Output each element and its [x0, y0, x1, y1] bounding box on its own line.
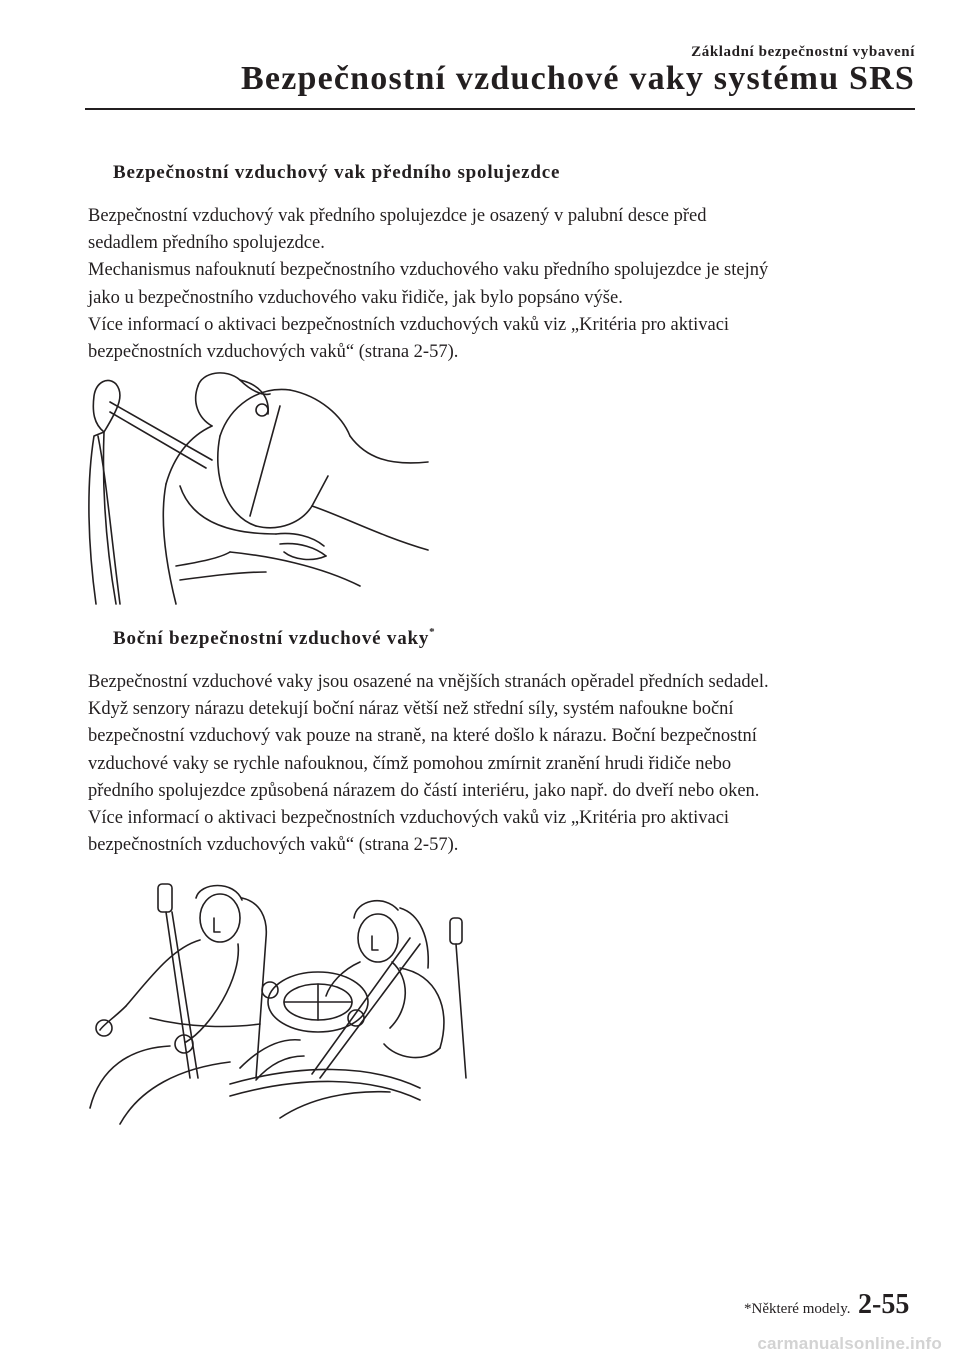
- text-line: Více informací o aktivaci bezpečnostních vzduchových vaků viz „Kritéria pro aktivaci: [88, 808, 730, 829]
- text-line: jako u bezpečnostního vzduchového vaku řidiče, jak bylo popsáno výše.: [88, 287, 623, 308]
- section-title-text: Boční bezpečnostní vzduchové vaky: [113, 628, 430, 649]
- footnote-optional-models: *Některé modely.: [744, 1301, 851, 1317]
- text-line: Bezpečnostní vzduchový vak předního spolujezdce je osazený v palubní desce před: [88, 206, 707, 226]
- section-title-passenger-airbag: Bezpečnostní vzduchový vak předního spolujezdce: [113, 162, 561, 183]
- passenger-airbag-illustration-svg: [80, 366, 440, 606]
- header-divider: [85, 108, 915, 110]
- page-number: 2-55: [858, 1289, 910, 1320]
- text-line: sedadlem předního spolujezdce.: [88, 233, 325, 254]
- optional-equipment-mark: *: [429, 626, 436, 638]
- text-line: bezpečnostních vzduchových vaků“ (strana 2-57).: [88, 835, 459, 856]
- passenger-airbag-text: [88, 203, 920, 366]
- side-airbags-illustration: [80, 878, 480, 1128]
- text-line: předního spolujezdce způsobená nárazem do částí interiéru, jako např. do dveří nebo oken.: [88, 780, 760, 801]
- text-line: vzduchové vaky se rychle nafouknou, čímž pomohou zmírnit zranění hrudi řidiče nebo: [88, 753, 732, 774]
- watermark: carmanualsonline.info: [757, 1334, 942, 1353]
- text-line: Bezpečnostní vzduchové vaky jsou osazené na vnějších stranách opěradel předních sedadel.: [88, 672, 769, 692]
- side-airbags-text: [88, 669, 920, 859]
- section-title-side-airbags: [113, 628, 435, 650]
- chapter-subtitle: Základní bezpečnostní vybavení: [691, 44, 915, 60]
- page-header: [0, 0, 960, 112]
- text-line: Když senzory nárazu detekují boční náraz větší než střední síly, systém nafoukne boční: [88, 699, 734, 720]
- text-line: Více informací o aktivaci bezpečnostních vzduchových vaků viz „Kritéria pro aktivaci: [88, 314, 730, 335]
- side-airbags-illustration-svg: [80, 878, 480, 1128]
- text-line: bezpečnostní vzduchový vak pouze na straně, na které došlo k nárazu. Boční bezpečnostní: [88, 726, 757, 747]
- text-line: Mechanismus nafouknutí bezpečnostního vzduchového vaku předního spolujezdce je stejný: [88, 260, 769, 281]
- passenger-airbag-illustration: [80, 366, 440, 606]
- text-line: bezpečnostních vzduchových vaků“ (strana 2-57).: [88, 342, 459, 363]
- chapter-title: Bezpečnostní vzduchové vaky systému SRS: [241, 60, 915, 97]
